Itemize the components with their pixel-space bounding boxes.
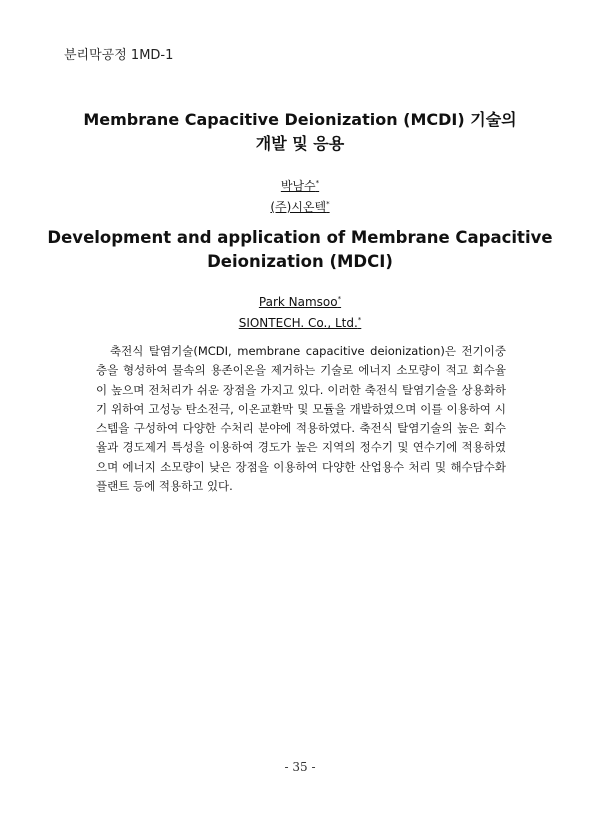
- abstract-paragraph: 축전식 탈염기술(MCDI, membrane capacitive deionization)은 전기이중층을 형성하여 물속의 용존이온을 제거하는 기술로 에너지 소모량이 적고 회수율이 높으며 전처리가 쉬운 장점을 가지고 있다. 이러한 축전식 탈염기술을 상용화하기 위하여 고성능 탄소전극, 이온교환막 및 모듈을 개발하였으며 이를 이용하여 시스템을 구성하여 다양한 수처리 분야에 적용하였다. 축전식 탈염기술의 높은 회수율과 경도제거 특성을 이용하여 경도가 높은 지역의 정수기 및 연수기에 적용하였으며 에너지 소모량이 낮은 장점을 이용하여 다양한 산업용수 처리 및 해수담수화 플랜트 등에 적용하고 있다.: [96, 344, 506, 494]
- title-ko-line-1: Membrane Capacitive Deionization (MCDI) 기술의: [83, 110, 517, 129]
- affiliation-english: [239, 311, 362, 332]
- affiliation-ko-text: (주)시온텍: [270, 200, 327, 214]
- title-ko-line-2: 개발 및 응용: [255, 134, 345, 153]
- author-name-ko-text: 박남수: [280, 179, 316, 193]
- author-block-korean: [0, 174, 600, 216]
- title-en-line-1: Development and application of Membrane Capacitive: [47, 228, 553, 247]
- affiliation-en-text: SIONTECH. Co., Ltd.: [238, 316, 358, 330]
- author-name-korean: [281, 174, 319, 195]
- paper-title-korean: [0, 108, 600, 156]
- author-block-english: [0, 290, 600, 332]
- author-name-english: [259, 290, 341, 311]
- affiliation-korean: [270, 195, 329, 216]
- affiliation-mark-en: *: [357, 316, 362, 324]
- author-name-en-text: Park Namsoo: [258, 295, 338, 309]
- paper-title-english: [0, 226, 600, 274]
- author-mark: *: [315, 179, 320, 187]
- affiliation-mark: *: [326, 200, 330, 208]
- page-number: - 35 -: [284, 760, 316, 774]
- session-code: 분리막공정 1MD-1: [64, 48, 174, 63]
- author-mark-en: *: [337, 295, 342, 303]
- title-en-line-2: Deionization (MDCI): [207, 252, 393, 271]
